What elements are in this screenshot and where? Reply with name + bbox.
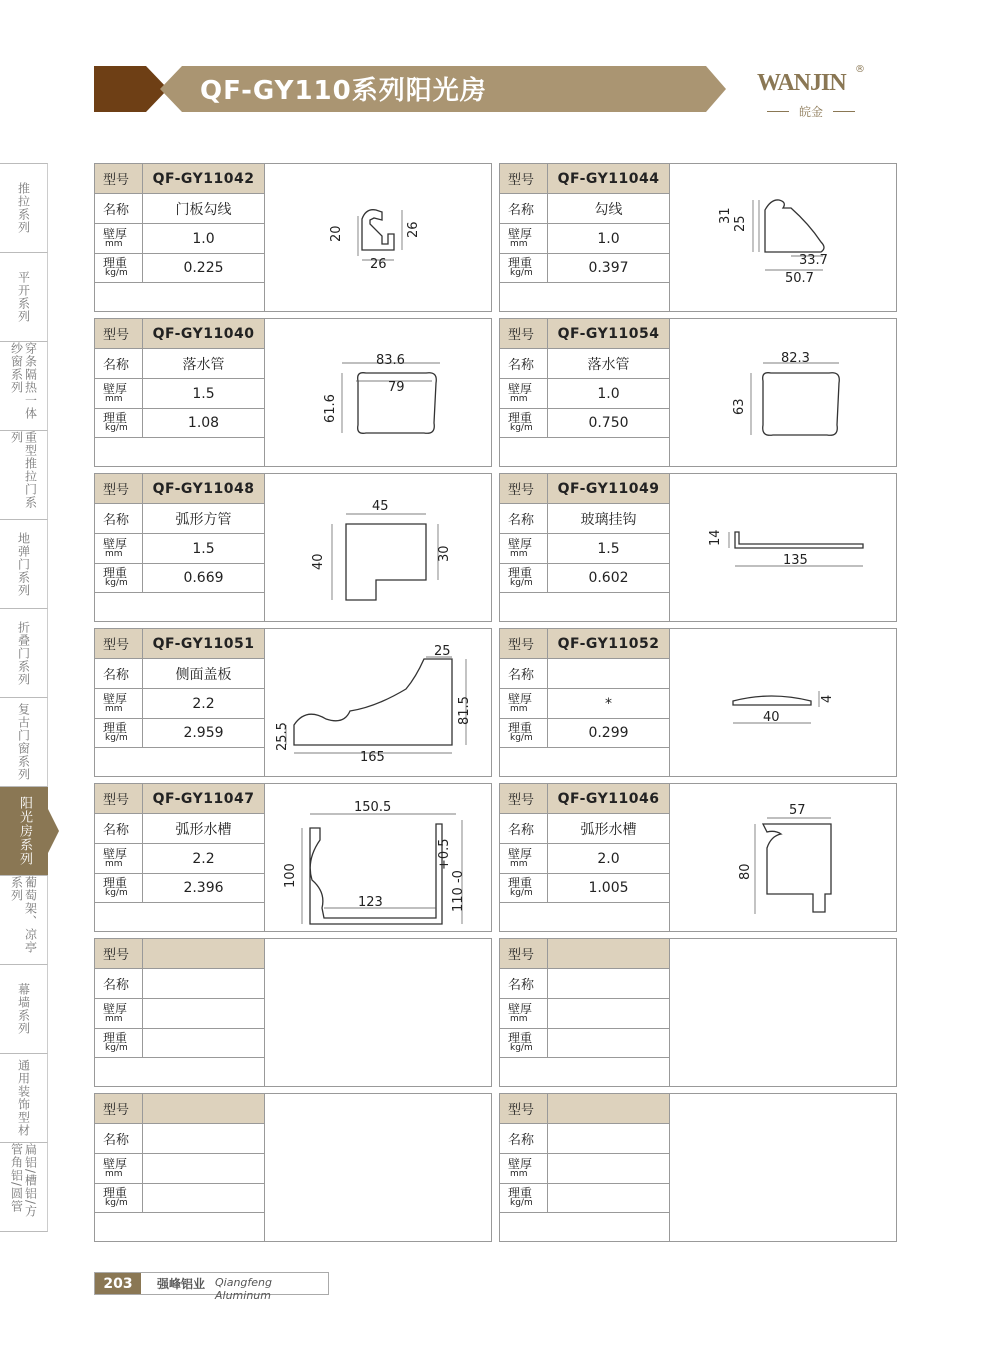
- wall-label: [500, 1154, 548, 1184]
- company-name-cn: 强峰铝业: [157, 1277, 206, 1291]
- wall-unit: mm: [105, 393, 123, 404]
- name-label: 名称: [95, 814, 143, 844]
- weight-label: [500, 409, 548, 438]
- wall-label-text: 壁厚: [103, 536, 128, 551]
- product-card: [499, 163, 897, 312]
- model-value: [548, 939, 670, 969]
- name-value: 弧形方管: [143, 504, 265, 534]
- weight-unit: kg/m: [105, 268, 128, 278]
- wall-label: [500, 379, 548, 409]
- weight-label: [500, 1184, 548, 1213]
- sidenav-item[interactable]: [0, 342, 48, 431]
- wall-value: [143, 999, 265, 1029]
- model-value: QF-GY11049: [548, 474, 670, 504]
- dimension-label: 150.5: [354, 800, 392, 815]
- product-card: [94, 938, 492, 1087]
- sidenav-item-label: 幕墙系列: [16, 983, 31, 1035]
- weight-label-text: 理重: [103, 721, 128, 735]
- wall-label-text: 壁厚: [508, 1156, 533, 1171]
- name-label: 名称: [95, 969, 143, 999]
- model-label: 型号: [500, 164, 548, 194]
- weight-label: [500, 564, 548, 593]
- weight-label-text: 理重: [103, 256, 128, 270]
- weight-value: [548, 1184, 670, 1213]
- weight-label: [95, 1029, 143, 1058]
- name-value: [143, 969, 265, 999]
- product-card: [499, 1093, 897, 1242]
- sidenav-item-label: 复古门窗系列: [16, 703, 31, 781]
- wall-value: 2.2: [143, 689, 265, 719]
- wall-value: 1.5: [548, 534, 670, 564]
- dimension-label: 80: [738, 863, 753, 880]
- weight-unit: kg/m: [510, 1043, 533, 1053]
- wall-label-text: 壁厚: [103, 691, 128, 706]
- wall-label: [500, 844, 548, 874]
- profile-drawing-svg: [266, 474, 492, 621]
- name-label: 名称: [95, 659, 143, 689]
- model-value: QF-GY11051: [143, 629, 265, 659]
- wall-label: [95, 689, 143, 719]
- name-value: [548, 969, 670, 999]
- name-value: 落水管: [548, 349, 670, 379]
- wall-value: 2.0: [548, 844, 670, 874]
- card-blank-row: [95, 903, 265, 932]
- wall-label: [500, 689, 548, 719]
- name-value: 弧形水槽: [143, 814, 265, 844]
- card-blank-row: [95, 438, 265, 467]
- wall-label-text: 壁厚: [508, 691, 533, 706]
- dimension-label: 79: [388, 380, 405, 395]
- model-label: 型号: [95, 319, 143, 349]
- name-label: 名称: [500, 349, 548, 379]
- wall-label-text: 壁厚: [103, 381, 128, 396]
- profile-drawing-svg: [671, 784, 897, 931]
- name-label: 名称: [500, 814, 548, 844]
- name-value: 玻璃挂钩: [548, 504, 670, 534]
- weight-label-text: 理重: [103, 411, 128, 425]
- wall-label-text: 壁厚: [103, 1156, 128, 1171]
- name-value: 弧形水槽: [548, 814, 670, 844]
- wall-value: 1.0: [143, 224, 265, 254]
- model-label: 型号: [95, 629, 143, 659]
- weight-unit: kg/m: [105, 1198, 128, 1208]
- weight-unit: kg/m: [510, 1198, 533, 1208]
- profile-drawing: [671, 1094, 897, 1241]
- model-value: [548, 1094, 670, 1124]
- name-label: 名称: [500, 659, 548, 689]
- wall-label: [95, 999, 143, 1029]
- wall-value: 1.5: [143, 379, 265, 409]
- profile-drawing-svg: [671, 939, 897, 1086]
- page-title: QF-GY110系列阳光房: [200, 76, 487, 106]
- sidenav-item[interactable]: [0, 787, 48, 876]
- brand-logo: [757, 64, 867, 120]
- name-label: 名称: [500, 504, 548, 534]
- model-label: 型号: [500, 784, 548, 814]
- wall-label-text: 壁厚: [508, 536, 533, 551]
- dimension-label: 100: [283, 863, 298, 888]
- weight-value: 2.959: [143, 719, 265, 748]
- dimension-label: 30: [437, 545, 452, 562]
- wall-label: [95, 1154, 143, 1184]
- model-value: QF-GY11052: [548, 629, 670, 659]
- name-label: 名称: [95, 504, 143, 534]
- profile-drawing-svg: [671, 629, 897, 776]
- dimension-label: 4: [820, 694, 835, 703]
- dimension-label: 82.3: [781, 351, 810, 366]
- name-value: 侧面盖板: [143, 659, 265, 689]
- name-value: [548, 659, 670, 689]
- weight-label-text: 理重: [103, 1031, 128, 1045]
- weight-label: [95, 874, 143, 903]
- wall-unit: mm: [510, 548, 528, 559]
- product-card: [94, 1093, 492, 1242]
- weight-label: [95, 254, 143, 283]
- wall-value: 1.0: [548, 379, 670, 409]
- model-label: 型号: [500, 939, 548, 969]
- dimension-label: +0.5: [437, 838, 452, 870]
- sidenav-item[interactable]: [0, 253, 48, 342]
- sidenav-item[interactable]: [0, 1143, 48, 1232]
- dimension-label: 26: [406, 221, 421, 238]
- sidenav-item-label: 平开系列: [16, 271, 31, 323]
- sidenav-item-label: 地弹门系列: [16, 531, 31, 597]
- wall-label: [95, 379, 143, 409]
- wall-label-text: 壁厚: [103, 1001, 128, 1016]
- weight-label-text: 理重: [508, 411, 533, 425]
- wall-label: [95, 534, 143, 564]
- wall-value: [143, 1154, 265, 1184]
- dimension-label: 83.6: [376, 353, 405, 368]
- weight-unit: kg/m: [105, 1043, 128, 1053]
- model-value: QF-GY11048: [143, 474, 265, 504]
- page-number: 203: [95, 1273, 141, 1294]
- product-card: [499, 938, 897, 1087]
- name-label: 名称: [500, 194, 548, 224]
- profile-drawing-svg: [266, 164, 492, 311]
- weight-value: 1.005: [548, 874, 670, 903]
- sidenav-item[interactable]: [0, 698, 48, 787]
- sidenav-item[interactable]: [0, 876, 48, 965]
- sidenav-item-label: 推拉系列: [16, 182, 31, 234]
- profile-drawing: [671, 939, 897, 1086]
- dimension-label: 110 -0: [451, 870, 466, 912]
- weight-label-text: 理重: [508, 566, 533, 580]
- wall-label-text: 壁厚: [508, 381, 533, 396]
- dimension-label: 25.5: [275, 722, 290, 751]
- weight-unit: kg/m: [510, 423, 533, 433]
- wall-label-text: 壁厚: [103, 846, 128, 861]
- weight-label-text: 理重: [508, 721, 533, 735]
- model-label: 型号: [500, 319, 548, 349]
- wall-unit: mm: [105, 1168, 123, 1179]
- name-value: [548, 1124, 670, 1154]
- weight-label-text: 理重: [103, 566, 128, 580]
- sidenav-item-label: 扁铝/槽铝/方管角铝/圆管: [9, 1143, 38, 1219]
- name-label: 名称: [95, 1124, 143, 1154]
- weight-value: 0.397: [548, 254, 670, 283]
- weight-label-text: 理重: [103, 1186, 128, 1200]
- model-value: QF-GY11046: [548, 784, 670, 814]
- profile-drawing: [266, 474, 492, 621]
- dimension-label: 33.7: [799, 253, 828, 268]
- product-card: [499, 783, 897, 932]
- model-label: 型号: [500, 629, 548, 659]
- weight-unit: kg/m: [105, 733, 128, 743]
- profile-drawing: [671, 784, 897, 931]
- product-card: [94, 628, 492, 777]
- dimension-label: 135: [783, 553, 808, 568]
- dimension-label: 25: [733, 215, 748, 232]
- sidenav-item-label: 重型推拉门系列: [9, 431, 38, 509]
- sidenav-item[interactable]: [0, 520, 48, 609]
- product-card: [94, 318, 492, 467]
- sidenav-item[interactable]: [0, 163, 48, 253]
- dimension-label: 40: [763, 710, 780, 725]
- weight-label: [95, 719, 143, 748]
- card-blank-row: [95, 283, 265, 312]
- weight-value: 0.669: [143, 564, 265, 593]
- profile-drawing-svg: [266, 1094, 492, 1241]
- card-blank-row: [500, 748, 670, 777]
- profile-drawing-svg: [671, 319, 897, 466]
- dimension-label: 61.6: [323, 394, 338, 423]
- wall-label: [500, 999, 548, 1029]
- wall-label: [95, 844, 143, 874]
- weight-unit: kg/m: [510, 888, 533, 898]
- weight-unit: kg/m: [510, 578, 533, 588]
- product-card: [499, 628, 897, 777]
- sidenav-item[interactable]: [0, 1054, 48, 1143]
- weight-label: [500, 719, 548, 748]
- weight-value: [143, 1029, 265, 1058]
- weight-unit: kg/m: [510, 733, 533, 743]
- logo-brand: WANJIN: [757, 70, 846, 96]
- profile-drawing: [671, 474, 897, 621]
- company-name-en: Qiangfeng Aluminum: [215, 1276, 273, 1302]
- wall-value: [548, 999, 670, 1029]
- card-blank-row: [500, 438, 670, 467]
- wall-value: 1.0: [548, 224, 670, 254]
- dimension-label: 45: [372, 499, 389, 514]
- profile-drawing: [266, 939, 492, 1086]
- dimension-label: 20: [329, 225, 344, 242]
- wall-label-text: 壁厚: [103, 226, 128, 241]
- dimension-label: 14: [708, 529, 723, 546]
- weight-label-text: 理重: [508, 876, 533, 890]
- card-blank-row: [95, 1058, 265, 1087]
- profile-drawing-svg: [266, 784, 492, 931]
- wall-value: 2.2: [143, 844, 265, 874]
- profile-drawing: [266, 1094, 492, 1241]
- logo-subtitle: 皖金: [767, 102, 855, 120]
- sidenav-item[interactable]: [0, 431, 48, 520]
- wall-value: [548, 1154, 670, 1184]
- card-blank-row: [500, 1213, 670, 1242]
- sidenav-item-label: 穿条隔热一体纱窗系列: [9, 342, 38, 420]
- model-label: 型号: [95, 474, 143, 504]
- weight-value: [143, 1184, 265, 1213]
- model-value: QF-GY11044: [548, 164, 670, 194]
- model-value: QF-GY11047: [143, 784, 265, 814]
- product-card: [94, 163, 492, 312]
- weight-value: 1.08: [143, 409, 265, 438]
- profile-drawing-svg: [266, 939, 492, 1086]
- sidenav-item-label: 葡萄架、凉亭系列: [9, 876, 38, 954]
- product-card: [499, 473, 897, 622]
- weight-value: 0.602: [548, 564, 670, 593]
- wall-label: [500, 534, 548, 564]
- wall-unit: mm: [510, 703, 528, 714]
- name-value: 落水管: [143, 349, 265, 379]
- weight-label-text: 理重: [508, 1031, 533, 1045]
- weight-value: 0.750: [548, 409, 670, 438]
- name-label: 名称: [95, 349, 143, 379]
- model-value: QF-GY11042: [143, 164, 265, 194]
- weight-label: [95, 409, 143, 438]
- wall-unit: mm: [105, 703, 123, 714]
- model-value: [143, 1094, 265, 1124]
- weight-label-text: 理重: [103, 876, 128, 890]
- model-label: 型号: [95, 939, 143, 969]
- card-blank-row: [500, 283, 670, 312]
- wall-unit: mm: [105, 858, 123, 869]
- name-label: 名称: [500, 1124, 548, 1154]
- model-label: 型号: [95, 1094, 143, 1124]
- wall-label-text: 壁厚: [508, 846, 533, 861]
- model-value: QF-GY11054: [548, 319, 670, 349]
- card-blank-row: [95, 593, 265, 622]
- weight-label: [500, 874, 548, 903]
- model-value: [143, 939, 265, 969]
- sidenav-item[interactable]: [0, 609, 48, 698]
- profile-drawing: [671, 319, 897, 466]
- weight-label-text: 理重: [508, 1186, 533, 1200]
- logo-registered-mark: ®: [855, 64, 865, 75]
- profile-drawing: [671, 629, 897, 776]
- wall-unit: mm: [105, 548, 123, 559]
- header-accent-block: [94, 66, 146, 112]
- product-card: [94, 473, 492, 622]
- model-value: QF-GY11040: [143, 319, 265, 349]
- dimension-label: 63: [732, 398, 747, 415]
- wall-label: [95, 224, 143, 254]
- weight-value: 2.396: [143, 874, 265, 903]
- weight-unit: kg/m: [105, 423, 128, 433]
- sidenav-item-label: 通用装饰型材: [16, 1059, 31, 1137]
- weight-unit: kg/m: [510, 268, 533, 278]
- model-label: 型号: [500, 474, 548, 504]
- model-label: 型号: [95, 784, 143, 814]
- profile-drawing-svg: [671, 474, 897, 621]
- wall-unit: mm: [510, 238, 528, 249]
- wall-label-text: 壁厚: [508, 1001, 533, 1016]
- profile-drawing: [266, 784, 492, 931]
- weight-label-text: 理重: [508, 256, 533, 270]
- profile-drawing: [671, 164, 897, 311]
- weight-value: [548, 1029, 670, 1058]
- wall-label: [500, 224, 548, 254]
- weight-label: [95, 1184, 143, 1213]
- weight-value: 0.225: [143, 254, 265, 283]
- profile-drawing: [266, 164, 492, 311]
- weight-label: [500, 254, 548, 283]
- sidenav-item-label: 阳光房系列: [17, 796, 32, 866]
- wall-unit: mm: [510, 1168, 528, 1179]
- profile-drawing-svg: [266, 629, 492, 776]
- name-label: 名称: [500, 969, 548, 999]
- wall-unit: mm: [510, 1013, 528, 1024]
- profile-drawing-svg: [266, 319, 492, 466]
- card-blank-row: [95, 748, 265, 777]
- dimension-label: 31: [718, 207, 733, 224]
- dimension-label: 123: [358, 895, 383, 910]
- model-label: 型号: [95, 164, 143, 194]
- wall-unit: mm: [510, 858, 528, 869]
- product-card: [94, 783, 492, 932]
- dimension-label: 26: [370, 257, 387, 272]
- dimension-label: 81.5: [457, 696, 472, 725]
- wall-value: *: [548, 689, 670, 719]
- wall-unit: mm: [105, 1013, 123, 1024]
- product-card: [499, 318, 897, 467]
- card-blank-row: [95, 1213, 265, 1242]
- wall-value: 1.5: [143, 534, 265, 564]
- weight-unit: kg/m: [105, 578, 128, 588]
- wall-unit: mm: [510, 393, 528, 404]
- sidenav-item[interactable]: [0, 965, 48, 1054]
- sidenav-item-label: 折叠门系列: [16, 620, 31, 686]
- weight-label: [500, 1029, 548, 1058]
- profile-drawing-svg: [671, 1094, 897, 1241]
- name-label: 名称: [95, 194, 143, 224]
- footer: [94, 1272, 329, 1302]
- dimension-label: 25: [434, 644, 451, 659]
- name-value: 勾线: [548, 194, 670, 224]
- card-blank-row: [500, 593, 670, 622]
- dimension-label: 57: [789, 803, 806, 818]
- side-nav: [0, 163, 48, 1232]
- profile-drawing: [266, 319, 492, 466]
- wall-label-text: 壁厚: [508, 226, 533, 241]
- profile-drawing-svg: [671, 164, 897, 311]
- weight-label: [95, 564, 143, 593]
- model-label: 型号: [500, 1094, 548, 1124]
- profile-drawing: [266, 629, 492, 776]
- name-value: 门板勾线: [143, 194, 265, 224]
- card-blank-row: [500, 903, 670, 932]
- dimension-label: 40: [311, 553, 326, 570]
- dimension-label: 165: [360, 750, 385, 765]
- wall-unit: mm: [105, 238, 123, 249]
- name-value: [143, 1124, 265, 1154]
- weight-value: 0.299: [548, 719, 670, 748]
- dimension-label: 50.7: [785, 271, 814, 286]
- weight-unit: kg/m: [105, 888, 128, 898]
- card-blank-row: [500, 1058, 670, 1087]
